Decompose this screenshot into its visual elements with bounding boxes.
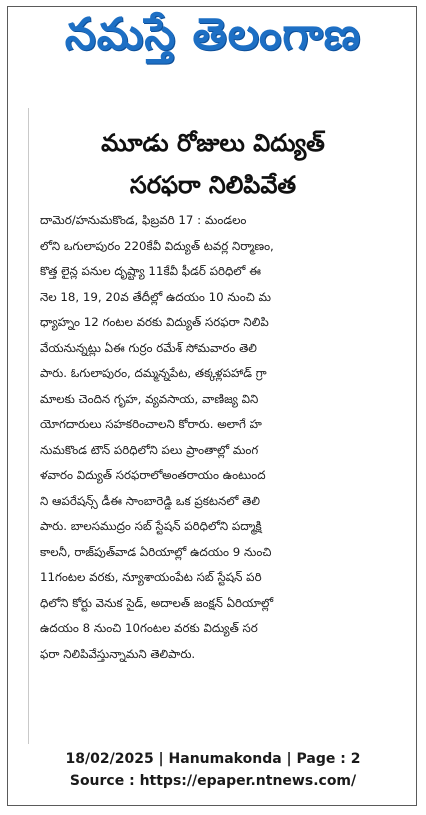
body-line: నెల 18, 19, 20వ తేదీల్లో ఉదయం 10 నుంచి మ bbox=[40, 289, 271, 304]
body-line: ఫరా నిలిపివేస్తున్నామని తెలిపారు. bbox=[40, 646, 196, 661]
body-line: నుమకొండ టౌన్ పరిధిలోని పలు ప్రాంతాల్లో మంగ bbox=[40, 442, 259, 457]
body-line: 11గంటల వరకు, న్యూశాయంపేట సబ్ స్టేషన్ పరి bbox=[40, 570, 262, 584]
headline-line: సరఫరా నిలిపివేత bbox=[129, 171, 297, 199]
source-footer bbox=[0, 748, 426, 792]
body-line: కాలనీ, రాజ్‌పుత్‌వాడ ఏరియాల్లో ఉదయం 9 నుంచి bbox=[40, 544, 272, 559]
body-line: కొత్త లైన్ల పనుల దృష్ట్యా 11కేవీ ఫీడర్ పరిధిలో ఈ bbox=[40, 264, 261, 278]
body-line: వేయనున్నట్లు ఏఈ గుర్రం రమేశ్ సోమవారం తెలి bbox=[40, 340, 257, 355]
footer-meta: 18/02/2025 | Hanumakonda | Page : 2 bbox=[65, 751, 361, 767]
body-line: ధిలోని కోర్టు వెనుక సైడ్, అదాలత్ జంక్షన్ ఏరియాల్లో bbox=[40, 595, 274, 610]
article-body bbox=[40, 208, 382, 667]
body-line: లోని ఒగులాపురం 220కేవీ విద్యుత్ టవర్ల నిర్మాణం, bbox=[40, 238, 274, 253]
body-line: ళవారం విద్యుత్ సరఫరాలోఅంతరాయం ఉంటుంద bbox=[40, 468, 266, 482]
headline-line: మూడు రోజులు విద్యుత్ bbox=[101, 129, 325, 157]
footer-source-link[interactable]: Source : https://epaper.ntnews.com/ bbox=[69, 773, 357, 789]
article-headline bbox=[0, 122, 426, 206]
body-line: ని ఆపరేషన్స్ డీఈ సాంబారెడ్డి ఒక ప్రకటనలో తెలి bbox=[40, 493, 261, 508]
masthead-logo: నమస్తే తెలంగాణ bbox=[64, 9, 362, 60]
body-line: మాలకు చెందిన గృహ, వ్యవసాయ, వాణిజ్య విని bbox=[40, 391, 259, 406]
body-line: ధ్యాహ్నం 12 గంటల వరకు విద్యుత్ సరఫరా నిలిపి bbox=[40, 315, 269, 329]
body-line: ఉదయం 8 నుంచి 10గంటల వరకు విద్యుత్ సర bbox=[40, 621, 258, 635]
body-line: యోగదారులు సహకరించాలని కోరారు. అలాగే హ bbox=[40, 417, 262, 431]
body-line: పారు. ఓగులాపురం, దమ్మన్నపేట, తక్కళ్లపహాడ్ గ్రా bbox=[40, 366, 267, 380]
body-line: దామెర/హనుమకొండ, ఫిబ్రవరి 17 : మండలం bbox=[40, 213, 247, 227]
body-line: పారు. బాలసముద్రం సబ్ స్టేషన్ పరిధిలోని పద్మాక్షి bbox=[40, 519, 262, 533]
